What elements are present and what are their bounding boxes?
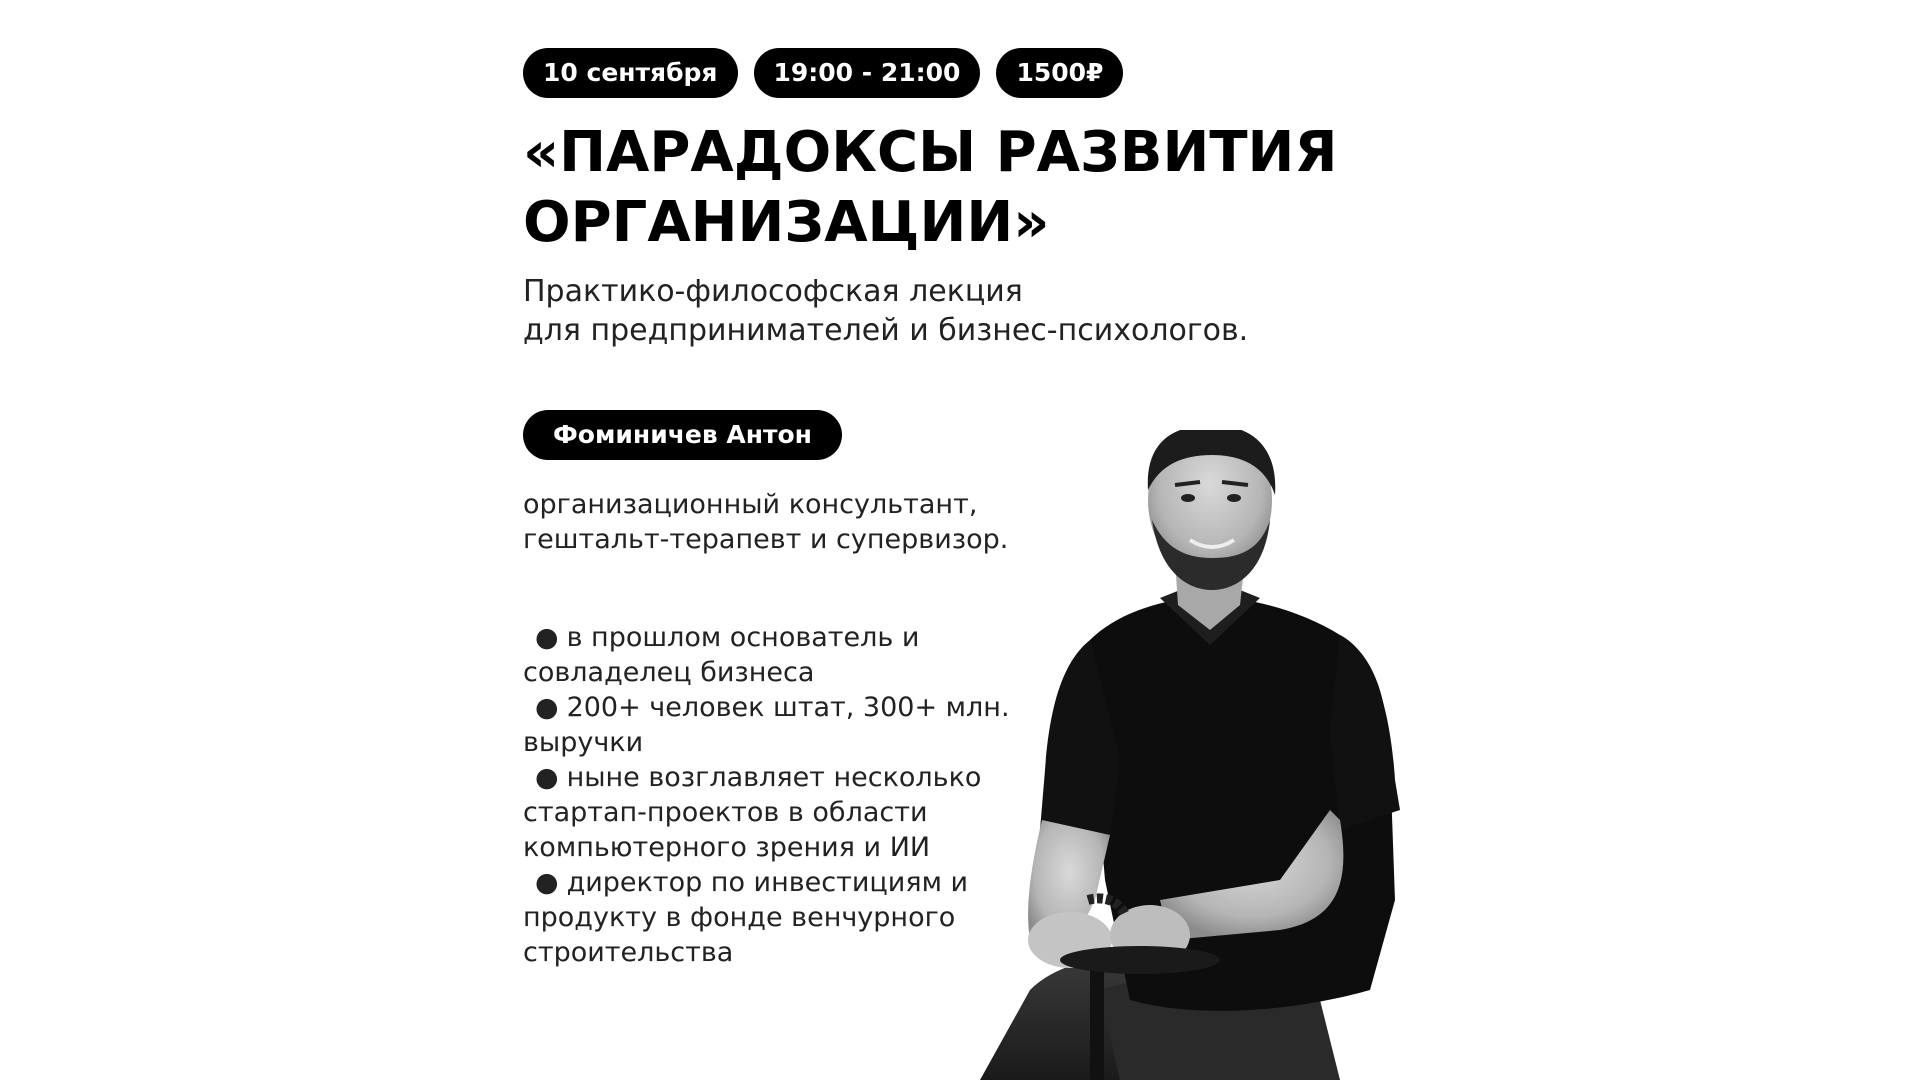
- bullet-icon: ●: [535, 762, 559, 793]
- lecture-subtitle: [523, 272, 1423, 350]
- subtitle-line-1: Практико-философская лекция: [523, 274, 1023, 309]
- speaker-photo: [920, 430, 1440, 1080]
- list-item: ● ныне возглавляет несколько стартап-проектов в области компьютерного зрения и ИИ: [523, 762, 982, 863]
- date-tag: 10 сентября: [523, 48, 738, 98]
- speaker-name-tag: Фоминичев Антон: [523, 410, 842, 460]
- speaker-role-line-1: организационный консультант,: [523, 489, 978, 520]
- subtitle-line-2: для предпринимателей и бизнес-психологов.: [523, 313, 1249, 348]
- speaker-role-line-2: гештальт-терапевт и супервизор.: [523, 524, 1009, 555]
- price-tag: 1500₽: [996, 48, 1123, 98]
- bullet-icon: ●: [535, 692, 559, 723]
- list-item: ● 200+ человек штат, 300+ млн. выручки: [523, 692, 1010, 758]
- lecture-title: «ПАРАДОКСЫ РАЗВИТИЯ ОРГАНИЗАЦИИ»: [523, 120, 1338, 255]
- time-tag: 19:00 - 21:00: [754, 48, 981, 98]
- bullet-icon: ●: [535, 622, 559, 653]
- list-item: ● в прошлом основатель и совладелец бизнеса: [523, 622, 920, 688]
- bullet-icon: ●: [535, 867, 559, 898]
- event-info-tags: [523, 48, 1123, 98]
- list-item: ● директор по инвестициям и продукту в фонде венчурного строительства: [523, 867, 969, 968]
